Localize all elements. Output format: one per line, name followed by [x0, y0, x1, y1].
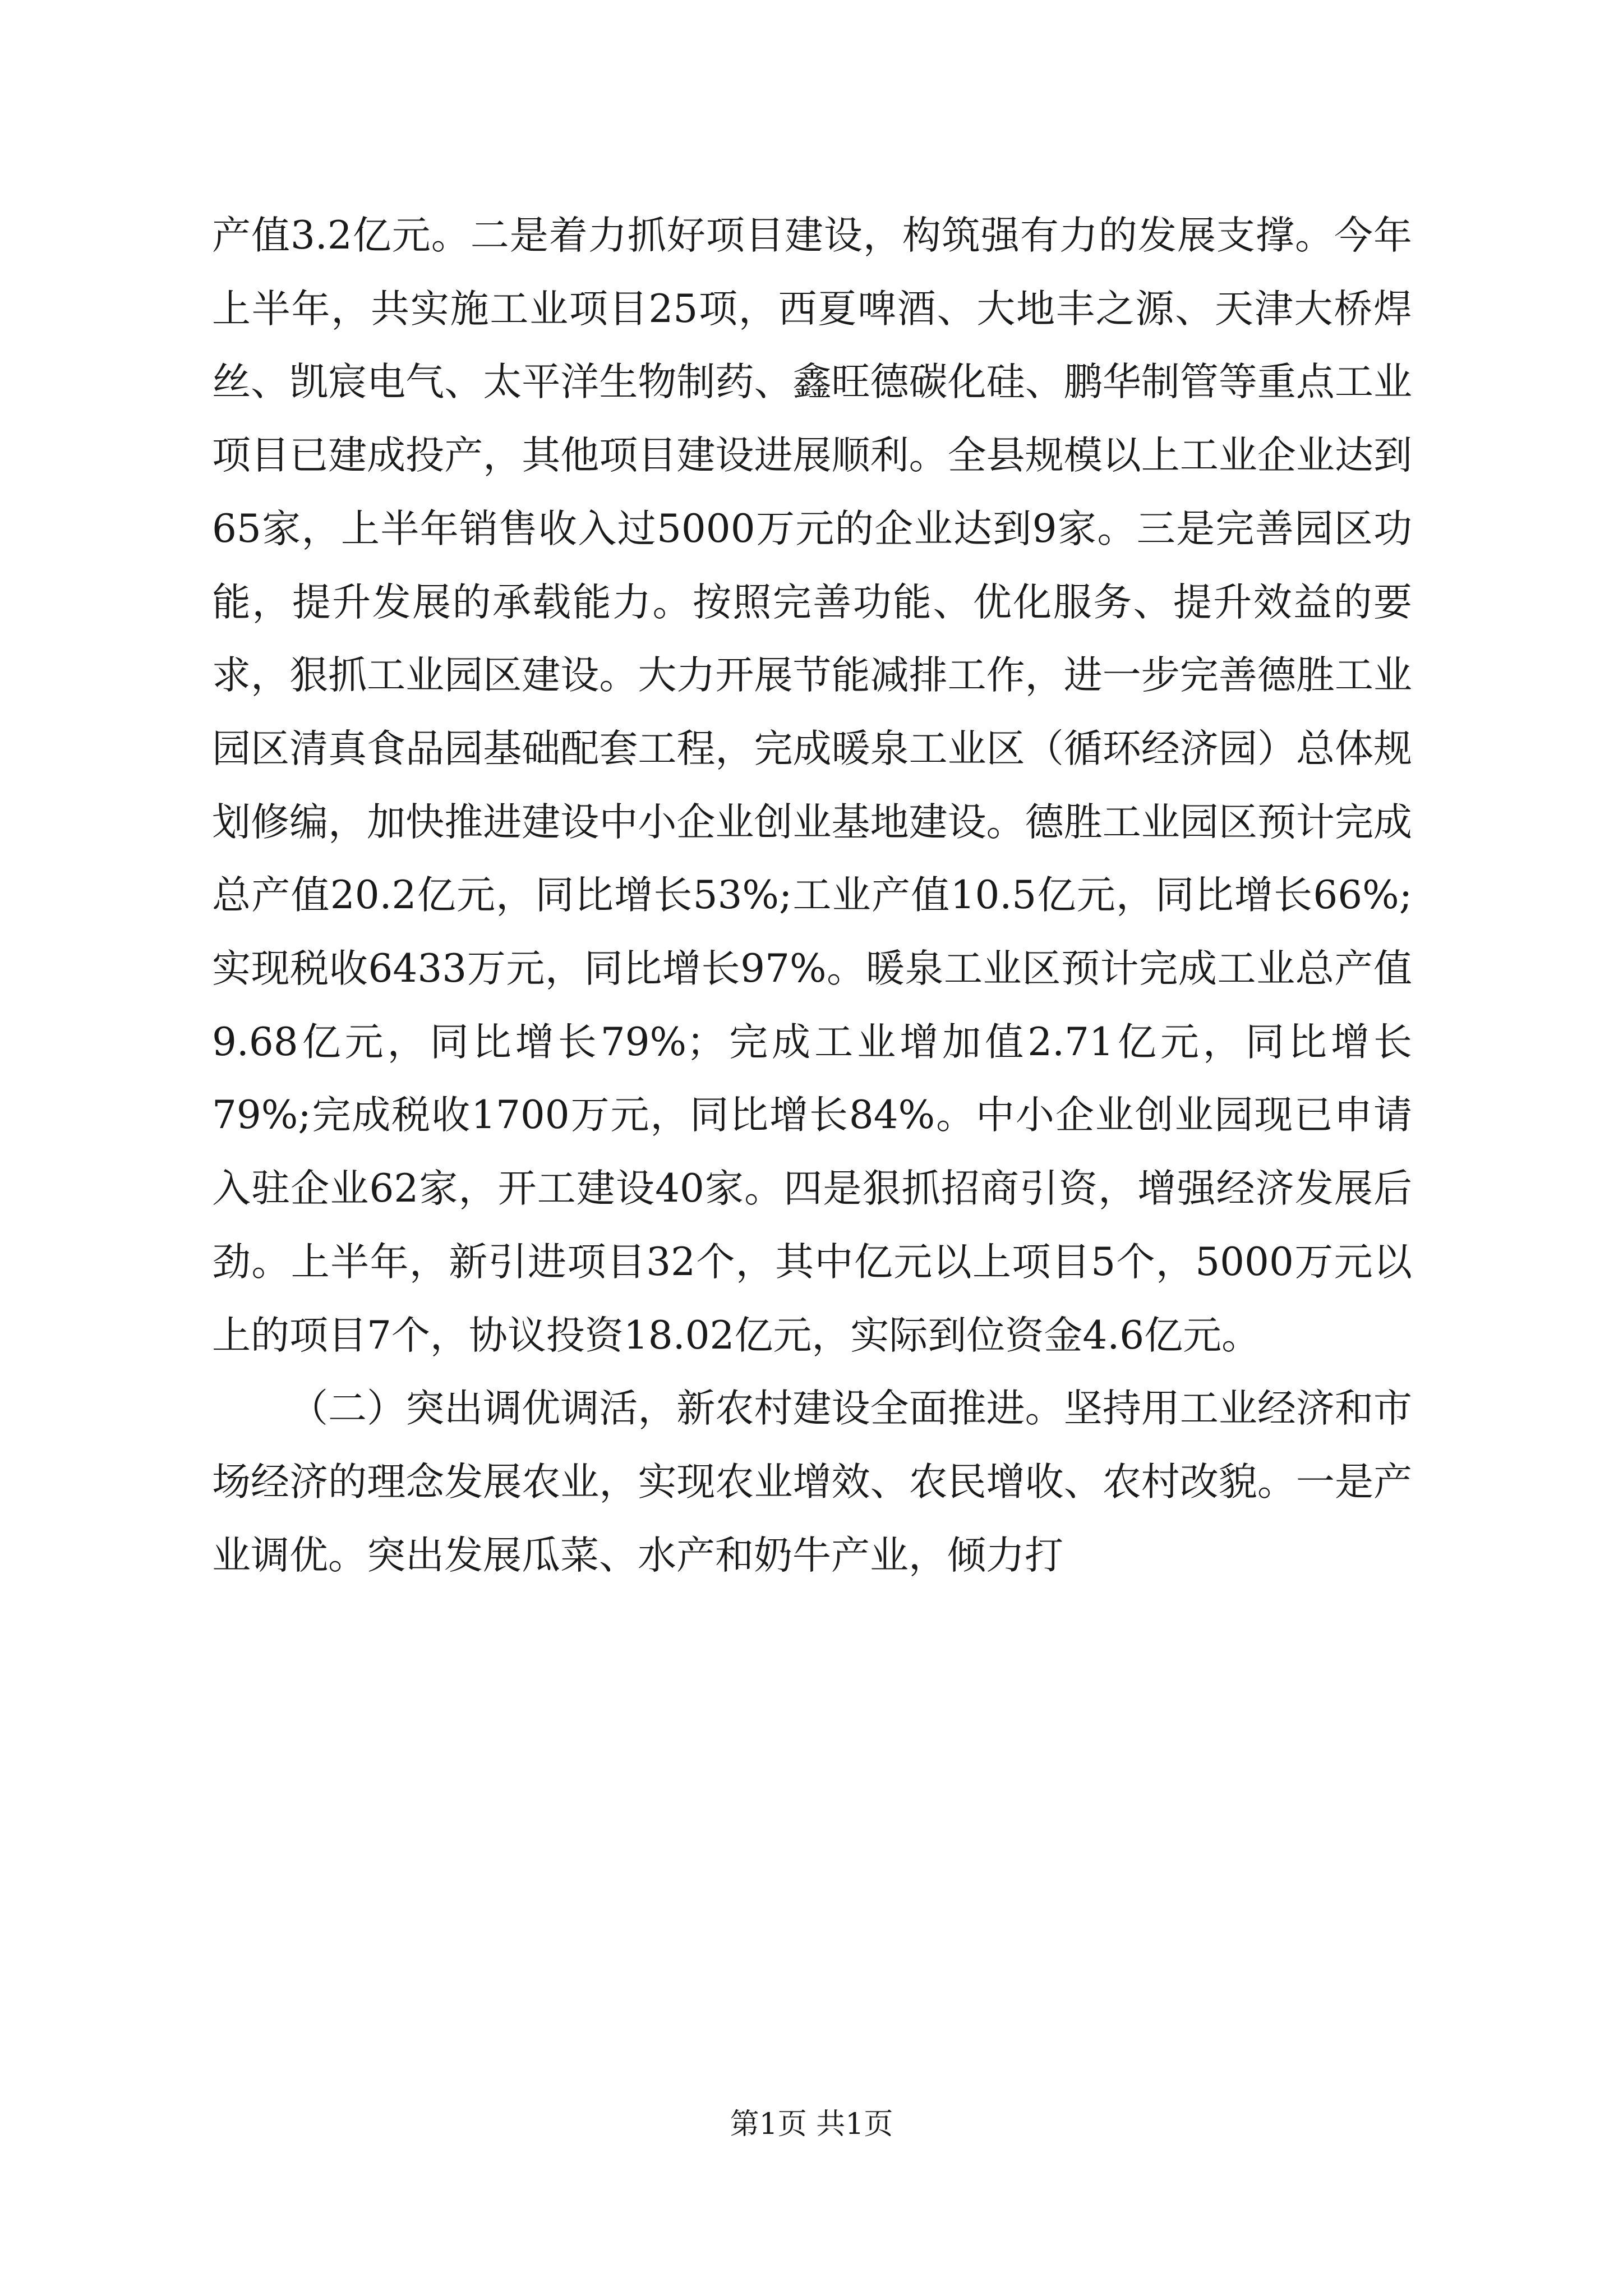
- paragraph-industry: 产值3.2亿元。二是着力抓好项目建设，构筑强有力的发展支撑。今年上半年，共实施工业项目25项，西夏啤酒、大地丰之源、天津大桥焊丝、凯宸电气、太平洋生物制药、鑫旺德碳化硅、鹏华制管等重点工业项目已建成投产，其他项目建设进展顺利。全县规模以上工业企业达到65家，上半年销售收入过5000万元的企业达到9家。三是完善园区功能，提升发展的承载能力。按照完善功能、优化服务、提升效益的要求，狠抓工业园区建设。大力开展节能减排工作，进一步完善德胜工业园区清真食品园基础配套工程，完成暖泉工业区（循环经济园）总体规划修编，加快推进建设中小企业创业基地建设。德胜工业园区预计完成总产值20.2亿元，同比增长53%;工业产值10.5亿元，同比增长66%;实现税收6433万元，同比增长97%。暖泉工业区预计完成工业总产值9.68亿元，同比增长79%；完成工业增加值2.71亿元，同比增长79%;完成税收1700万元，同比增长84%。中小企业创业园现已申请入驻企业62家，开工建设40家。四是狠抓招商引资，增强经济发展后劲。上半年，新引进项目32个，其中亿元以上项目5个，5000万元以上的项目7个，协议投资18.02亿元，实际到位资金4.6亿元。: [212, 213, 1412, 1358]
- page-footer: 第1页 共1页: [730, 2108, 893, 2141]
- paragraph-rural: （二）突出调优调活，新农村建设全面推进。坚持用工业经济和市场经济的理念发展农业，实现农业增效、农民增收、农村改貌。一是产业调优。突出发展瓜菜、水产和奶牛产业，倾力打: [212, 1386, 1412, 1578]
- document-body: [212, 199, 1412, 1592]
